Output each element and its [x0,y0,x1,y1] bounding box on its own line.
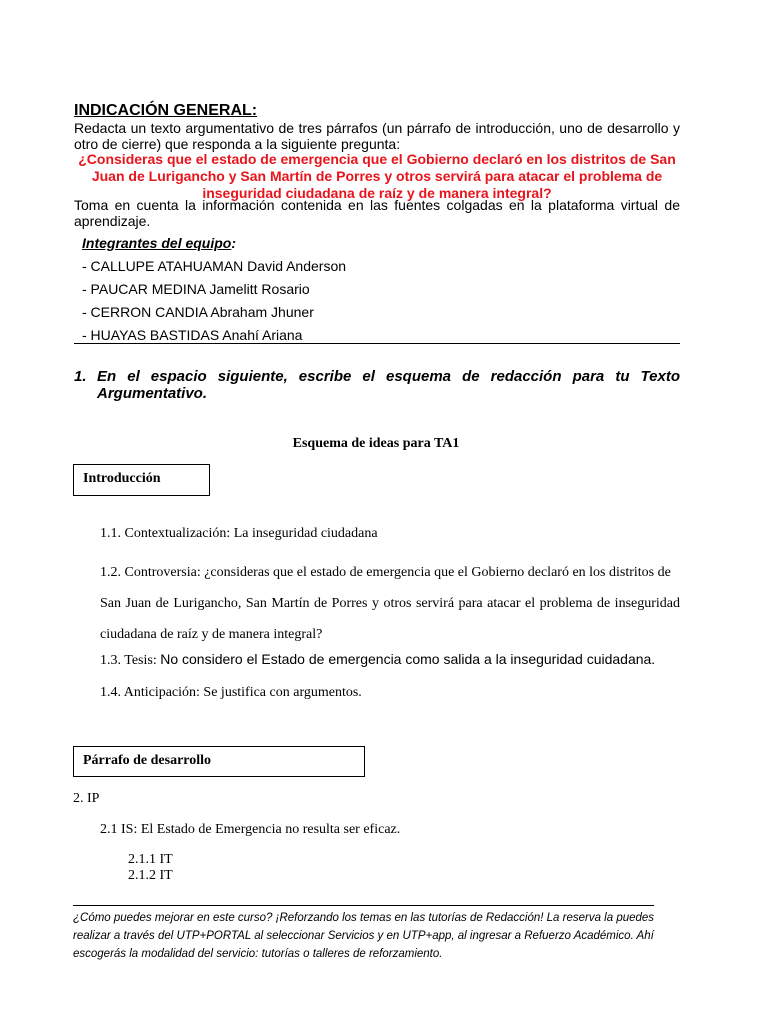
dev-item-it-2: 2.1.2 IT [128,868,173,883]
team-member: - HUAYAS BASTIDAS Anahí Ariana [82,327,303,343]
section-divider [74,343,680,344]
section-1-heading [74,368,680,402]
general-instruction-title: INDICACIÓN GENERAL: [74,102,258,119]
team-heading-label: Integrantes del equipo [82,235,232,251]
intro-item-controversy-continued: San Juan de Lurigancho, San Martín de Porres y otros servirá para atacar el problema de inseguridad ciudadana de raíz y de manera integral? [100,596,680,642]
section-1-number: 1. [74,368,87,385]
team-heading [82,235,236,251]
instruction-note: Toma en cuenta la información contenida en las fuentes colgadas en la plataforma virtual de aprendizaje. [74,197,680,229]
intro-item-controversy: 1.2. Controversia: ¿consideras que el estado de emergencia que el Gobierno declaró en los distritos de [100,565,671,580]
thesis-label: 1.3. Tesis: [100,653,161,668]
team-member: - CALLUPE ATAHUAMAN David Anderson [82,258,347,274]
team-member: - CERRON CANDIA Abraham Jhuner [82,304,314,320]
scheme-title: Esquema de ideas para TA1 [292,436,460,451]
development-box: Párrafo de desarrollo [73,746,365,777]
dev-item-it-1: 2.1.1 IT [128,852,173,867]
footer-divider [73,905,654,906]
intro-item-thesis [100,651,655,669]
team-member: - PAUCAR MEDINA Jamelitt Rosario [82,281,310,297]
section-1-text: En el espacio siguiente, escribe el esquema de redacción para tu Texto Argumentativo. [97,368,680,402]
instruction-text: Redacta un texto argumentativo de tres párrafos (un párrafo de introducción, uno de desarrollo y otro de cierre) que responda a la siguiente pregunta: [74,120,680,152]
footer-note: ¿Cómo puedes mejorar en este curso? ¡Reforzando los temas en las tutorías de Redacción! La reserva la puedes realizar a través del UTP+PORTAL al seleccionar Servicios y en UTP+app, al ingresar a Refuerzo Académico. Ahí escogerás la modalidad del servicio: tutorías o talleres de reforzamiento. [73,912,655,960]
prompt-question: ¿Consideras que el estado de emergencia que el Gobierno declaró en los distritos de San Juan de Lurigancho y San Martín de Porres y otros servirá para atacar el problema de inseguridad ciudadana de raíz y de manera integral? [78,151,676,201]
introduction-box: Introducción [73,464,210,496]
thesis-text: No considero el Estado de emergencia como salida a la inseguridad cuidadana. [160,651,656,667]
intro-item-anticipation: 1.4. Anticipación: Se justifica con argumentos. [100,685,362,700]
team-heading-colon: : [231,235,237,251]
dev-item-is: 2.1 IS: El Estado de Emergencia no resulta ser eficaz. [100,822,401,837]
dev-item-ip: 2. IP [73,791,100,806]
intro-item-context: 1.1. Contextualización: La inseguridad ciudadana [100,526,378,541]
